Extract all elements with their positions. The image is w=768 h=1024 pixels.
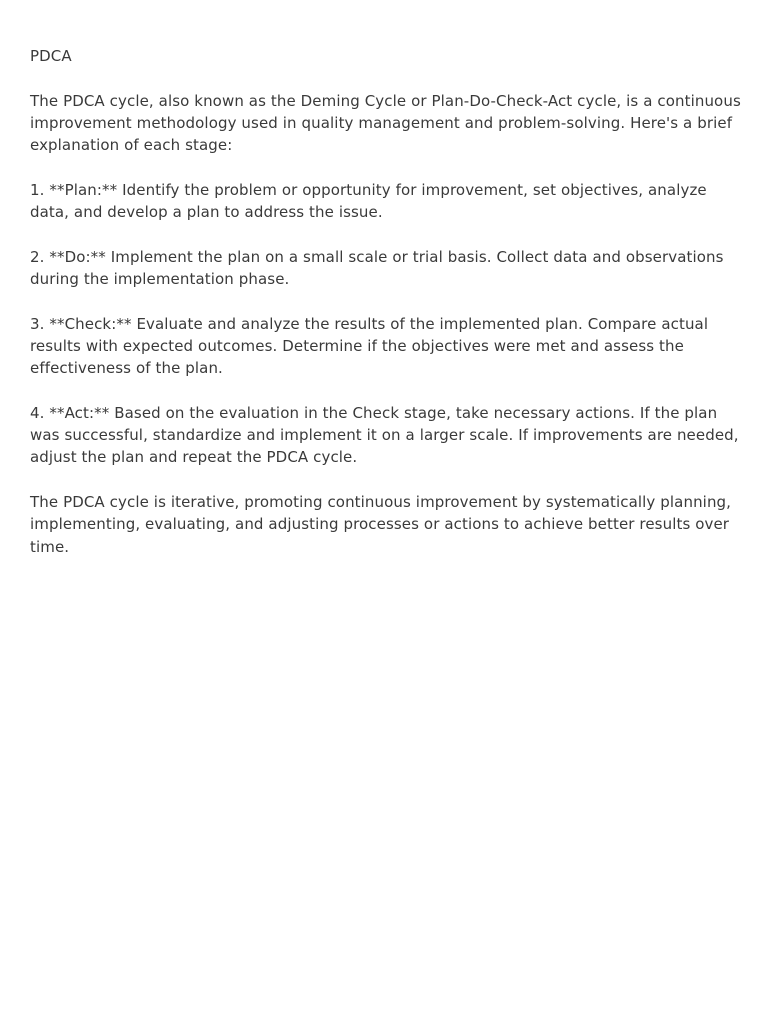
step-plan: 1. **Plan:** Identify the problem or opportunity for improvement, set objectives, analyze data, and develop a plan to address the issue. bbox=[30, 180, 707, 222]
step-do: 2. **Do:** Implement the plan on a small scale or trial basis. Collect data and observations during the implementation phase. bbox=[30, 247, 724, 288]
intro-paragraph: The PDCA cycle, also known as the Deming Cycle or Plan-Do-Check-Act cycle, is a continuous improvement methodology used in quality management and problem-solving. Here's a brief explanation of each stage: bbox=[30, 91, 741, 155]
note-title: PDCA bbox=[30, 47, 72, 65]
step-act: 4. **Act:** Based on the evaluation in the Check stage, take necessary actions. If the plan was successful, standardize and implement it on a larger scale. If improvements are needed, adjust the plan and repeat the PDCA cycle. bbox=[30, 403, 739, 467]
step-check: 3. **Check:** Evaluate and analyze the results of the implemented plan. Compare actual results with expected outcomes. Determine if the objectives were met and assess the effectiveness of the plan. bbox=[30, 314, 709, 378]
conclusion-paragraph: The PDCA cycle is iterative, promoting continuous improvement by systematically planning, implementing, evaluating, and adjusting processes or actions to achieve better results over time. bbox=[30, 492, 732, 556]
note-body bbox=[30, 45, 742, 558]
